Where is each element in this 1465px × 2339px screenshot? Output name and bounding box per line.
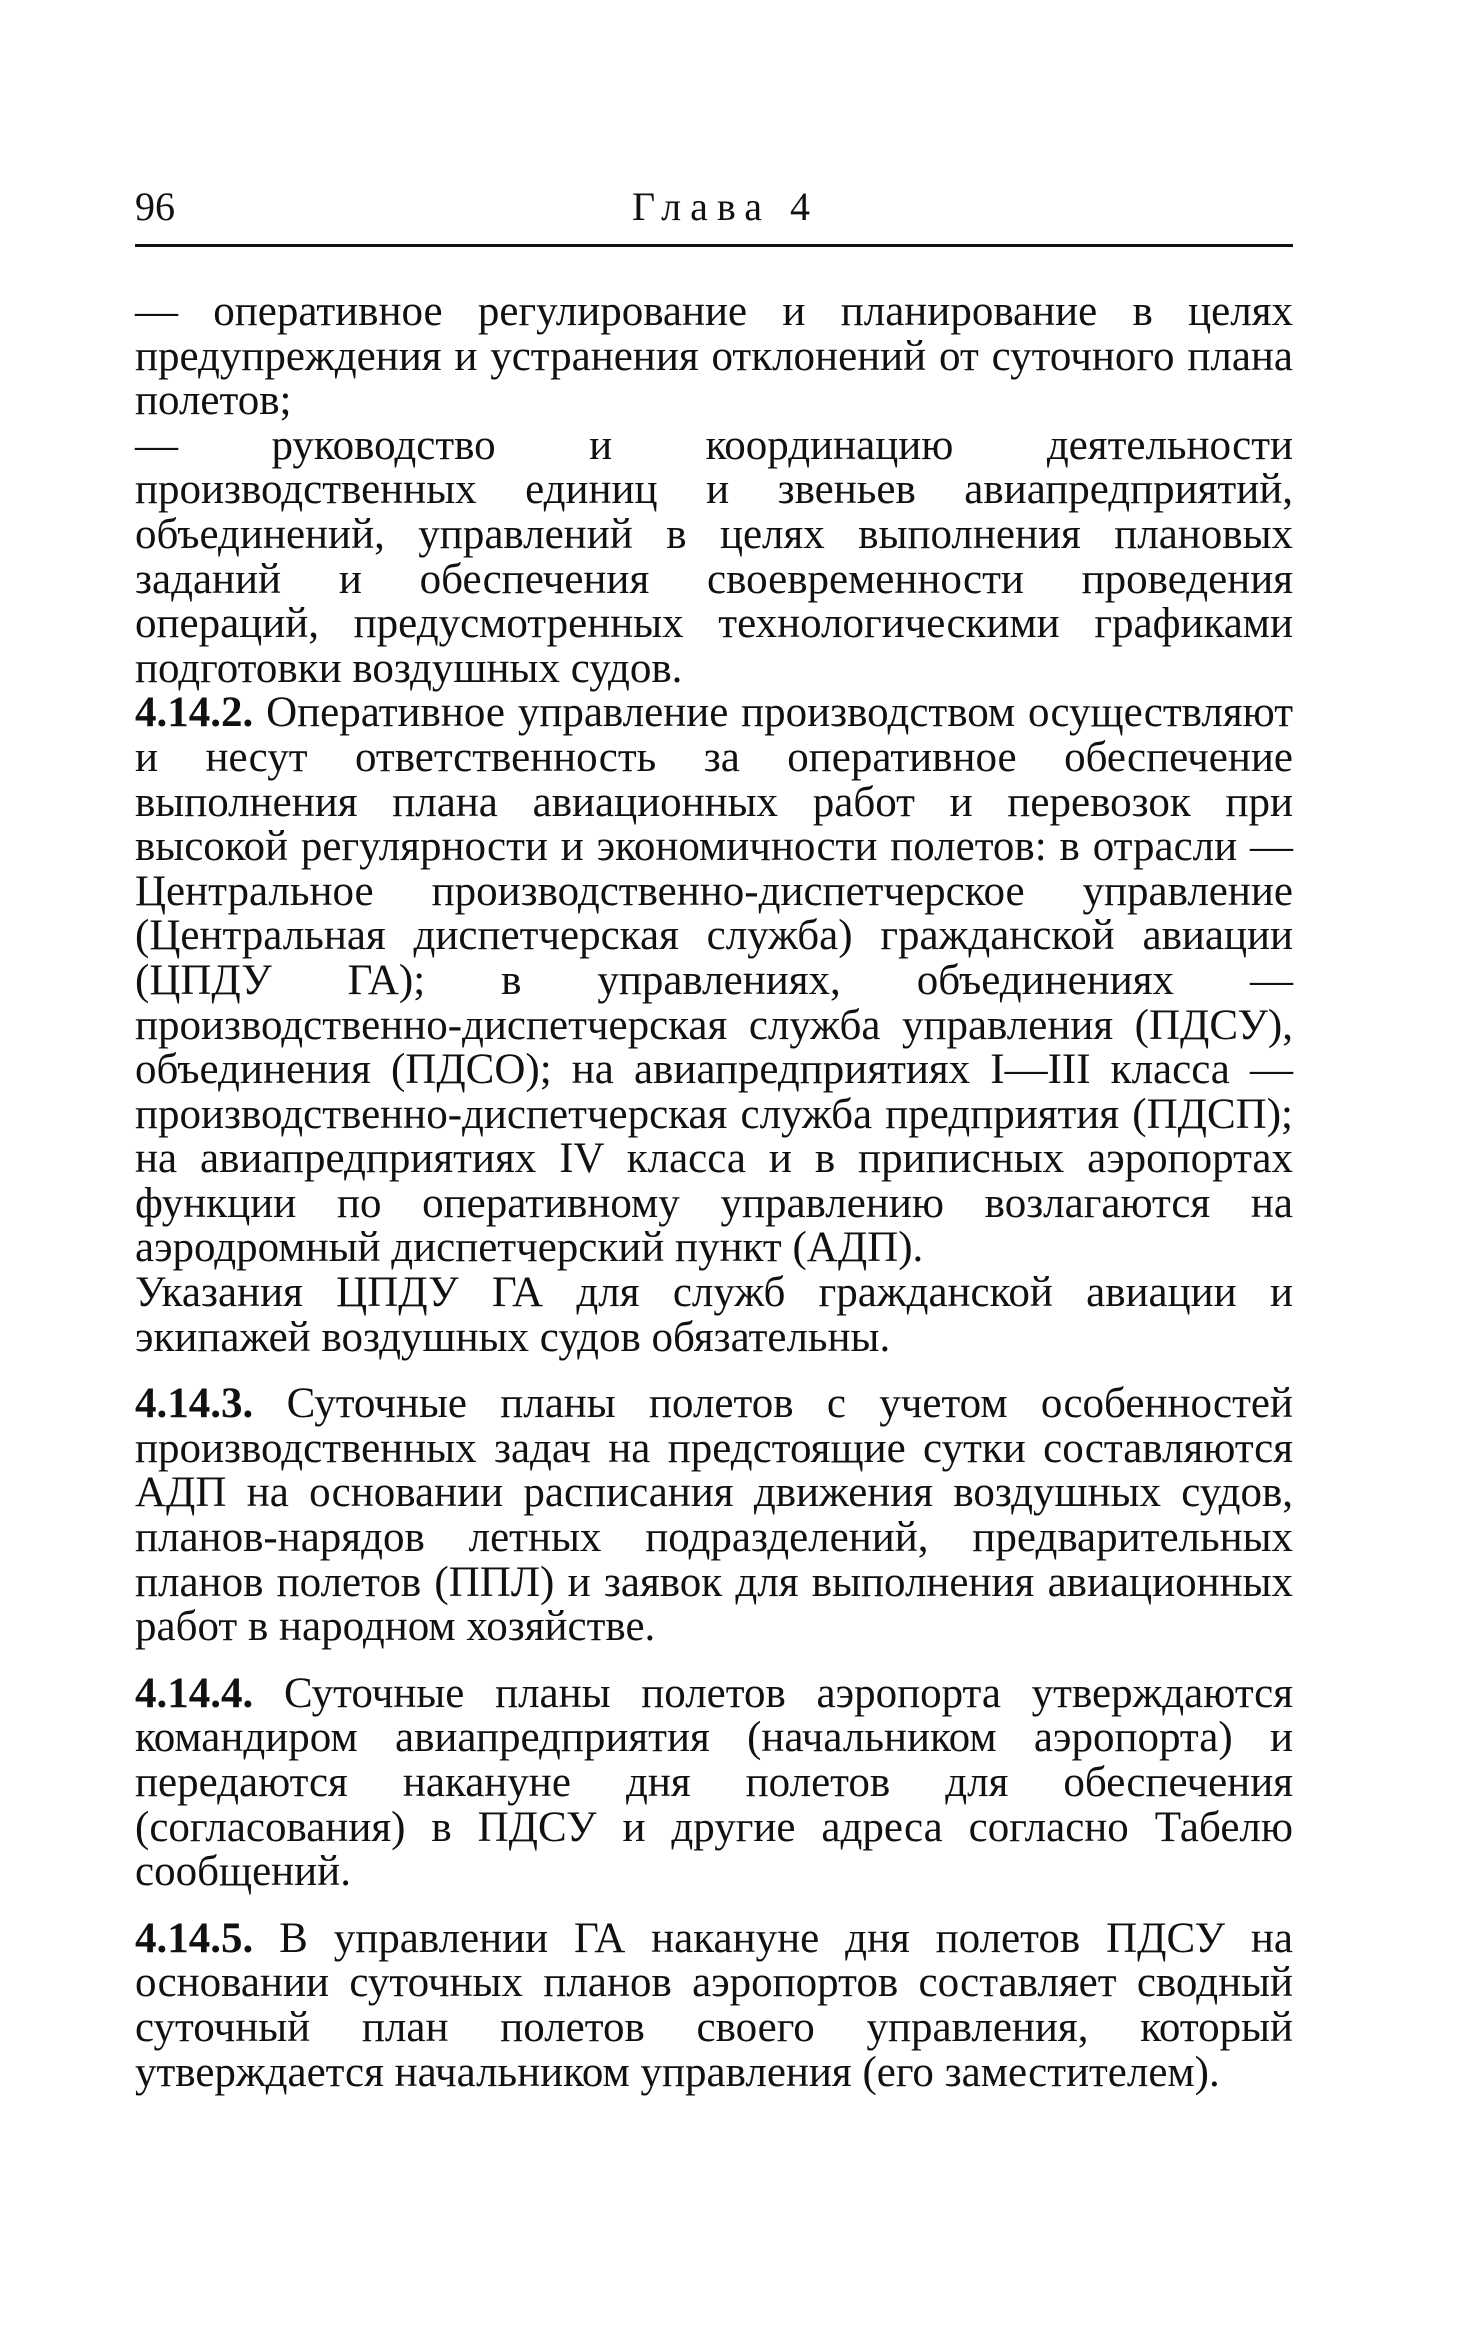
- clause-text: Суточные планы полетов аэропорта утверждаются командиром авиапредприятия (начальником аэропорта) и передаются накануне дня полетов для обеспечения (согласования) в ПДСУ и другие адреса согласно Табелю сообщений.: [135, 1669, 1293, 1896]
- clause-number: 4.14.4.: [135, 1669, 254, 1717]
- clause-4-14-3: [135, 1382, 1293, 1650]
- paragraph-text: Указания ЦПДУ ГА для служб гражданской авиации и экипажей воздушных судов обязательны.: [135, 1269, 1293, 1361]
- clause-text: В управлении ГА накануне дня полетов ПДСУ на основании суточных планов аэропортов составляет сводный суточный план полетов своего управления, который утверждается начальником управления (его заместителем).: [135, 1914, 1293, 2096]
- clause-number: 4.14.5.: [135, 1914, 254, 1962]
- clause-4-14-2: [135, 691, 1293, 1271]
- chapter-running-head: Глава 4: [632, 184, 819, 229]
- header-rule: [135, 244, 1293, 247]
- clause-text: Суточные планы полетов с учетом особенностей производственных задач на предстоящие сутки составляются АДП на основании расписания движения воздушных судов, планов-нарядов летных подразделений, предварительных планов полетов (ППЛ) и заявок для выполнения авиационных работ в народном хозяйстве.: [135, 1380, 1294, 1651]
- paragraph-instructions: [135, 1271, 1293, 1360]
- page-number: 96: [135, 184, 175, 229]
- paragraph-coordination: [135, 421, 1293, 692]
- paragraph-text: — руководство и координацию деятельности производственных единиц и звеньев авиапредприятий, объединений, управлений в целях выполнения плановых заданий и обеспечения своевременности проведения операций, предусмотренных технологическими графиками подготовки воздушных судов.: [135, 421, 1293, 692]
- page-header: [135, 183, 1295, 243]
- paragraph-regulation: [135, 290, 1293, 424]
- paragraph-text: — оперативное регулирование и планирование в целях предупреждения и устранения отклонений от суточного плана полетов;: [135, 288, 1293, 425]
- clause-number: 4.14.2.: [135, 689, 254, 737]
- clause-4-14-5: [135, 1914, 1293, 2096]
- clause-text: Оперативное управление производством осуществляют и несут ответственность за оперативное обеспечение выполнения плана авиационных работ и перевозок при высокой регулярности и экономичности полетов: в отрасли — Центральное производственно-диспетчерское управление (Центральная диспетчерская служба) гражданской авиации (ЦПДУ ГА); в управлениях, объединениях — производственно-диспетчерская служба управления (ПДСУ), объединения (ПДСО); на авиапредприятиях I—III класса — производственно-диспетчерская служба предприятия (ПДСП); на авиапредприятиях IV класса и в приписных аэропортах функции по оперативному управлению возлагаются на аэродромный диспетчерский пункт (АДП).: [135, 689, 1294, 1272]
- clause-4-14-4: [135, 1669, 1293, 1896]
- body-text: [135, 290, 1293, 2095]
- clause-number: 4.14.3.: [135, 1380, 254, 1428]
